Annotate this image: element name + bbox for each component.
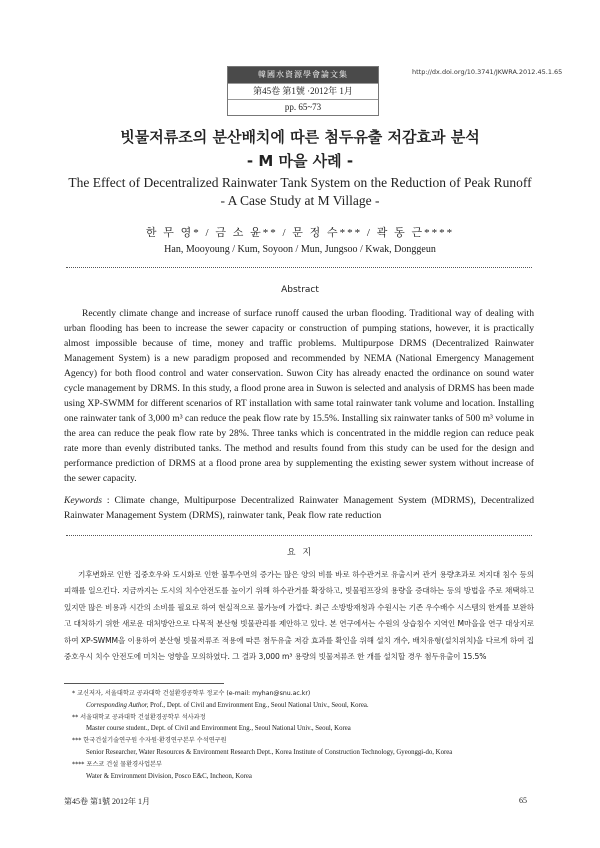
journal-volume-issue: 第45卷 第1號 ·2012年 1月	[228, 83, 378, 99]
footnote-4-english: Water & Environment Division, Posco E&C, Incheon, Korea	[86, 772, 252, 780]
page-number: 65	[519, 796, 527, 805]
footnote-1-affiliation: Prof., Dept. of Civil and Environment Eng., Seoul National Univ., Seoul, Korea.	[148, 701, 369, 709]
authors-english: Han, Mooyoung / Kum, Soyoon / Mun, Jungsoo / Kwak, Donggeun	[164, 244, 436, 255]
keywords-separator: :	[102, 495, 115, 506]
footnote-rule	[64, 683, 224, 684]
doi-link[interactable]: http://dx.doi.org/10.3741/JKWRA.2012.45.1.65	[412, 68, 563, 76]
footnote-3-english: Senior Researcher, Water Resources & Environment Research Dept., Korea Institute of Construction Technology, Gyeonggi-do, Korea	[86, 748, 453, 756]
keywords	[64, 493, 534, 523]
title-korean-subtitle: - M 마을 사례 -	[246, 152, 354, 170]
footnote-4-korean: **** 포스코 건설 물환경사업본부	[72, 760, 163, 768]
footnote-1-english	[72, 700, 542, 712]
title-english: The Effect of Decentralized Rainwater Tank System on the Reduction of Peak Runoff	[68, 175, 532, 190]
footnote-1	[72, 688, 542, 712]
journal-pages: pp. 65~73	[228, 99, 378, 115]
footnote-4	[72, 759, 542, 783]
keywords-label: Keywords	[64, 495, 103, 506]
summary-heading: 요 지	[286, 548, 314, 558]
footnote-2-korean: ** 서울대학교 공과대학 건설환경공학부 석사과정	[72, 713, 206, 721]
footnote-1-korean: * 교신저자, 서울대학교 공과대학 건설환경공학부 정교수 (e-mail: myhan@snu.ac.kr)	[72, 690, 311, 697]
authors-korean: 한 무 영* / 금 소 윤** / 문 정 수*** / 곽 동 근****	[145, 227, 455, 239]
abstract-heading: Abstract	[281, 285, 319, 295]
abstract-text: Recently climate change and increase of surface runoff caused the urban flooding. Traditional way of dealing with urban flooding has been to increase the sewer capacity or construction of pumping stations, however, it is practically almost impossible because of time, money and traffic problems. Multipurpose DRMS (Decentralized Rainwater Management System) is a new paradigm proposed and recommended by NEMA (National Emergency Management Agency) for both flood control and water conservation. Suwon City has already enacted the ordinance on sound water cycle management by DRMS. In this study, a flood prone area in Suwon is selected and analysis of DRMS has been made using XP-SWMM for different scenarios of RT installation with same total rainwater tank volume and location. Installing one rainwater tank of 3,000 m³ can reduce the peak flow rate by 15.5%. Installing six rainwater tanks of 500 m³ volume in the area can reduce the peak flow rate by 28%. Three tanks which is concentrated in the middle region can reduce peak rate more than evenly distributed tanks. The method and results found from this study can be used for the design and performance prediction of DRMS at a flood prone area by supplementing the existing sewer system without increase of the sewer capacity.	[64, 308, 534, 484]
footnote-2-english: Master course student., Dept. of Civil and Environment Eng., Seoul National Univ., Seoul, Korea	[86, 725, 351, 733]
journal-name: 韓國水資源學會論文集	[228, 67, 378, 83]
footnote-3	[72, 735, 542, 759]
divider-mid	[66, 535, 532, 536]
footnote-3-korean: *** 한국건설기술연구원 수자원·환경연구본부 수석연구원	[72, 737, 227, 745]
journal-info-box	[227, 66, 379, 116]
title-korean: 빗물저류조의 분산배치에 따른 첨두유출 저감효과 분석	[120, 128, 480, 146]
footnote-1-role: Corresponding Author,	[86, 701, 149, 709]
footer-journal-issue: 第45卷 第1號 2012年 1月	[64, 797, 150, 806]
keywords-text: Climate change, Multipurpose Decentralized Rainwater Management System (MDRMS), Decentralized Rainwater Management System (DRMS), rainwater tank, Peak flow rate reduction	[64, 495, 534, 521]
divider-top	[66, 267, 532, 268]
footnote-2	[72, 712, 542, 736]
title-english-subtitle: - A Case Study at M Village -	[220, 193, 380, 208]
summary-text: 기후변화로 인한 집중호우와 도시화로 인한 불투수면의 증가는 많은 양의 비를 바로 하수관거로 유출시켜 관거 용량초과로 저지대 침수 등의 피해를 일으킨다. 지금까지는 도시의 치수안전도를 높이기 위해 하수관거를 확장하고, 빗물펌프장의 용량을 증대하는 등의 방법을 주로 채택하고 있지만 많은 비용과 시간의 소비를 필요로 하여 현실적으로 불가능에 가깝다. 최근 소방방재청과 수원시는 기존 우수배수 시스템의 한계를 보완하고 대처하기 위한 새로운 대처방안으로 다목적 분산형 빗물관리를 제안하고 있다. 본 연구에서는 수원의 상습침수 지역인 M마을을 연구 대상지로 하여 XP-SWMM을 이용하여 분산형 빗물저류조 적용에 따른 첨두유출 저감 효과를 확인을 위해 설치 개수, 배치유형(설치위치)을 다르게 하여 집중호우시 치수 안전도에 미치는 영향을 모의하였다. 그 결과 3,000 m³ 용량의 빗물저류조 한 개를 설치할 경우 첨두유출이 15.5%	[64, 570, 534, 662]
footnotes	[72, 688, 542, 782]
